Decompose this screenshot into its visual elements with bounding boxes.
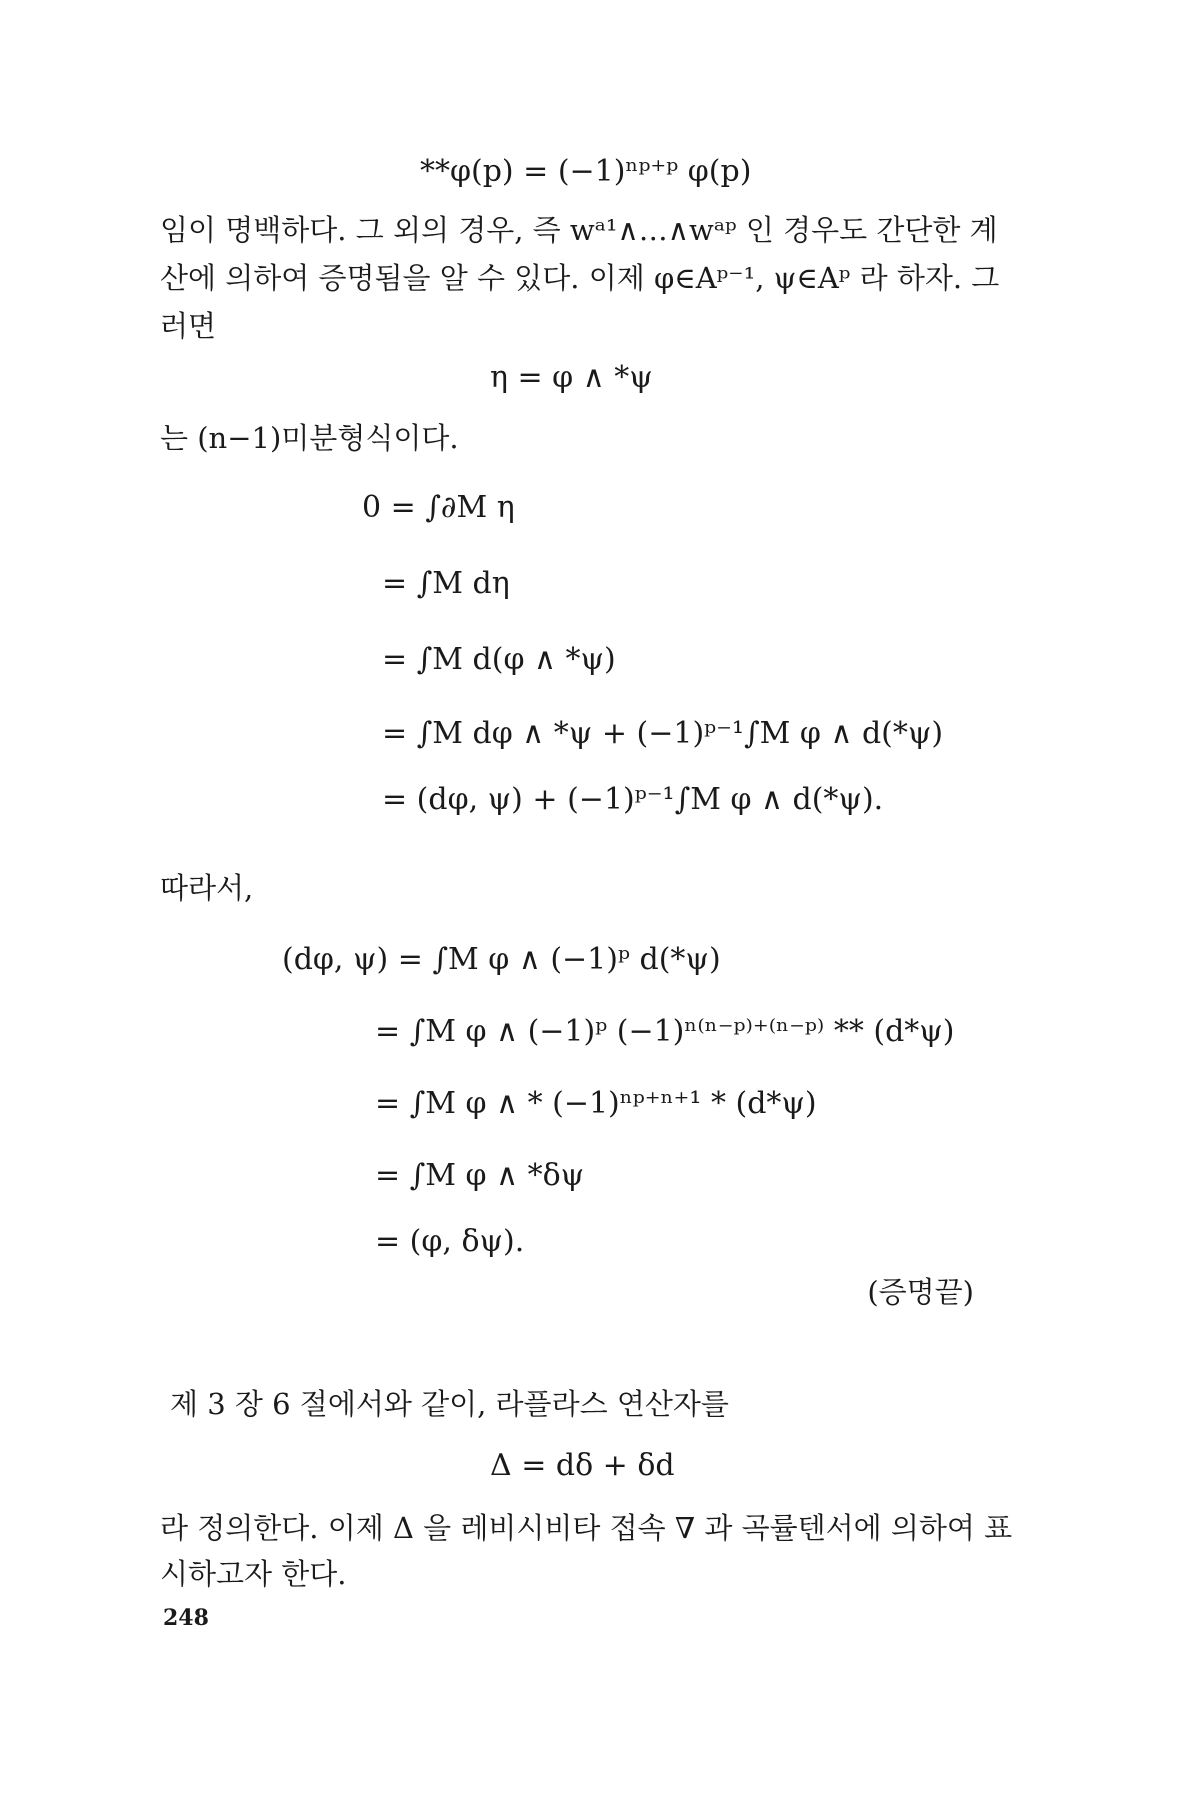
derivation-1-step-5: = (dφ, ψ) + (−1)ᵖ⁻¹∫M φ ∧ d(*ψ).	[382, 782, 884, 817]
equation-double-star: **φ(p) = (−1)ⁿᵖ⁺ᵖ φ(p)	[420, 154, 752, 189]
paragraph-5-line-1: 라 정의한다. 이제 Δ 을 레비시비타 접속 ∇ 과 곡률텐서에 의하여 표	[160, 1511, 1013, 1545]
derivation-1-step-2: = ∫M dη	[382, 566, 510, 601]
equation-laplacian: Δ = dδ + δd	[490, 1448, 675, 1483]
derivation-2-step-1: (dφ, ψ) = ∫M φ ∧ (−1)ᵖ d(*ψ)	[282, 942, 721, 977]
paragraph-1-line-2: 산에 의하여 증명됨을 알 수 있다. 이제 φ∈Aᵖ⁻¹, ψ∈Aᵖ 라 하자. 그	[160, 261, 1000, 295]
paragraph-1-line-3: 러면	[160, 309, 217, 343]
page-number: 248	[163, 1605, 209, 1631]
paragraph-2: 는 (n−1)미분형식이다.	[160, 421, 459, 455]
derivation-2-step-3: = ∫M φ ∧ * (−1)ⁿᵖ⁺ⁿ⁺¹ * (d*ψ)	[375, 1086, 817, 1121]
derivation-2-step-2: = ∫M φ ∧ (−1)ᵖ (−1)ⁿ⁽ⁿ⁻ᵖ⁾⁺⁽ⁿ⁻ᵖ⁾ ** (d*ψ)	[375, 1014, 955, 1049]
derivation-1-step-1: 0 = ∫∂M η	[362, 490, 515, 525]
paragraph-3: 따라서,	[160, 871, 254, 905]
paragraph-5-line-2: 시하고자 한다.	[160, 1557, 347, 1591]
derivation-1-step-4: = ∫M dφ ∧ *ψ + (−1)ᵖ⁻¹∫M φ ∧ d(*ψ)	[382, 716, 944, 751]
derivation-2-step-5: = (φ, δψ).	[375, 1224, 525, 1259]
qed-mark: (증명끝)	[867, 1275, 974, 1309]
paragraph-4: 제 3 장 6 절에서와 같이, 라플라스 연산자를	[170, 1387, 729, 1421]
equation-eta: η = φ ∧ *ψ	[490, 360, 653, 395]
derivation-1-step-3: = ∫M d(φ ∧ *ψ)	[382, 642, 616, 677]
paragraph-1-line-1: 임이 명백하다. 그 외의 경우, 즉 wᵃ¹∧…∧wᵃᵖ 인 경우도 간단한 계	[160, 213, 998, 247]
derivation-2-step-4: = ∫M φ ∧ *δψ	[375, 1158, 585, 1193]
